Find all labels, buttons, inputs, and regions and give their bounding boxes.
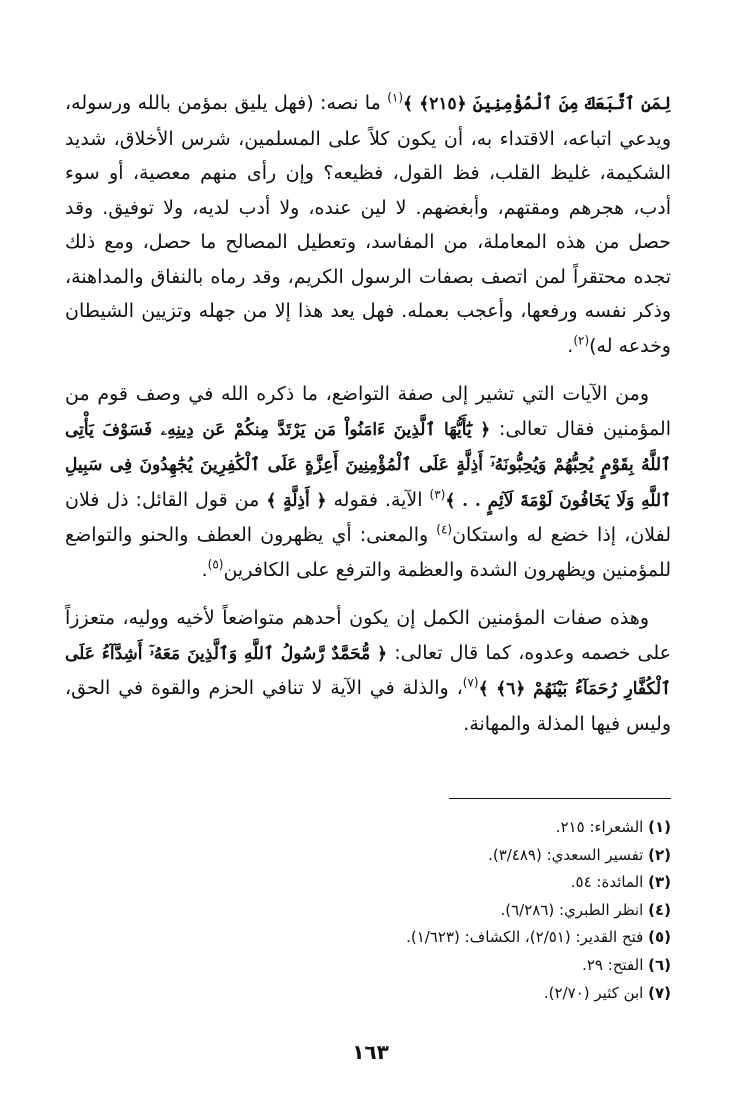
footnote-number: (٢): [648, 845, 671, 864]
paragraph-text: ، والذلة في الآية لا تنافي الحزم والقوة في الحق، وليس فيها المذلة والمهانة.: [65, 677, 671, 735]
footnote-separator: [449, 798, 671, 799]
footnote-ref[interactable]: (٢): [573, 333, 590, 348]
paragraph-2: [65, 377, 671, 587]
paragraph-text: ما نصه: (فهل يليق بمؤمن بالله ورسوله، ويدعي اتباعه، الاقتداء به، أن يكون كلاً على المسلمين، شرس الأخلاق، شديد الشكيمة، غليظ القلب، فظ القول، فظيعه؟ وإن رأى منهم معصية، أو سوء أدب، هجرهم ومقتهم، وأبغضهم. لا لين عنده، ولا أدب لديه، ولا توفيق. وقد حصل من هذه المعاملة، من المفاسد، وتعطيل المصالح ما حصل، ومع ذلك تجده محتقراً لمن اتصف بصفات الرسول الكريم، وقد رماه بالنفاق والمداهنة، وذكر نفسه ورفعها، وأعجب بعمله. فهل يعد هذا إلا من جهله وتزيين الشيطان وخدعه له): [65, 92, 671, 357]
footnote-number: (٦): [648, 955, 671, 974]
footnote-text: تفسير السعدي: (٣/٤٨٩).: [488, 845, 649, 864]
paragraph-text: من قول القائل: ذل فلان لفلان، إذا خضع له واستكان: [65, 488, 672, 546]
quran-verse: ﴿ يَٰٓأَيُّهَا ٱلَّذِينَ ءَامَنُواْ مَن يَرْتَدَّ مِنكُمْ عَن دِينِهِۦ فَسَوْفَ يَأْتِى ٱللَّهُ بِقَوْمٍ يُحِبُّهُمْ وَيُحِبُّونَهُۥٓ أَذِلَّةٍ عَلَى ٱلْمُؤْمِنِينَ أَعِزَّةٍ عَلَى ٱلْكَٰفِرِينَ يُجَٰهِدُونَ فِى سَبِيلِ ٱللَّهِ وَلَا يَخَافُونَ لَوْمَةَ لَآئِمٍ . . ﴾: [65, 419, 671, 511]
footnote-text: انظر الطبري: (٦/٢٨٦).: [500, 900, 649, 919]
footnote-number: (٤): [648, 900, 671, 919]
quran-verse: ﴿ مُّحَمَّدٌ رَّسُولُ ٱللَّهِ وَٱلَّذِينَ مَعَهُۥٓ أَشِدَّآءُ عَلَى ٱلْكُفَّارِ رُحَمَآءُ بَيْنَهُمْ ﴿٦﴾ ﴾: [65, 643, 671, 699]
footnote-ref[interactable]: (٥): [207, 557, 224, 572]
footnote-ref[interactable]: (٤): [436, 522, 453, 537]
footnote-item: [65, 952, 671, 980]
footnote-number: (٣): [648, 873, 671, 892]
paragraph-text: .: [567, 334, 574, 357]
main-text: [65, 86, 671, 741]
footnote-item: [65, 842, 671, 870]
page-number: ١٦٣: [352, 1040, 389, 1064]
footnote-item: [65, 814, 671, 842]
footnote-ref[interactable]: (١): [387, 90, 404, 105]
paragraph-1: [65, 86, 671, 363]
footnote-number: (٧): [648, 983, 671, 1002]
footnote-number: (٥): [648, 928, 671, 947]
footnote-item: [65, 869, 671, 897]
footnote-item: [65, 924, 671, 952]
paragraph-text: والمعنى: أي يظهرون العطف والحنو والتواضع للمؤمنين ويظهرون الشدة والعظمة والترفع على الكافرين: [65, 524, 671, 581]
footnote-number: (١): [648, 818, 671, 836]
footnote-text: المائدة: ٥٤.: [570, 873, 649, 892]
footnote-text: الشعراء: ٢١٥.: [555, 818, 649, 836]
footnote-item: [65, 980, 671, 1008]
quran-verse: ﴿ أَذِلَّةٍ ﴾: [266, 490, 327, 511]
paragraph-3: [65, 601, 671, 741]
footnote-text: الفتح: ٢٩.: [582, 955, 649, 974]
quran-verse: لِمَنِ ٱتَّبَعَكَ مِنَ ٱلْمُؤْمِنِينَ ﴿٢١٥﴾ ﴾: [403, 94, 671, 114]
footnote-ref[interactable]: (٣): [429, 487, 446, 502]
paragraph-text: .: [201, 558, 208, 581]
footnote-item: [65, 897, 671, 925]
paragraph-text: ومن الآيات التي تشير إلى صفة التواضع، ما ذكره الله في وصف قوم من المؤمنين فقال تعالى:: [65, 383, 671, 440]
footnotes-list: [65, 814, 671, 1007]
paragraph-text: وهذه صفات المؤمنين الكمل إن يكون أحدهم متواضعاً لأخيه ووليه، متعززاً على خصمه وعدوه، كما قال تعالى:: [65, 607, 672, 664]
footnote-text: ابن كثير (٢/٧٠).: [543, 983, 649, 1002]
footnote-ref[interactable]: (٧): [462, 675, 479, 690]
paragraph-text: الآية. فقوله: [326, 488, 430, 511]
footnote-text: فتح القدير: (٢/٥١)، الكشاف: (١/٦٢٣).: [406, 928, 649, 947]
